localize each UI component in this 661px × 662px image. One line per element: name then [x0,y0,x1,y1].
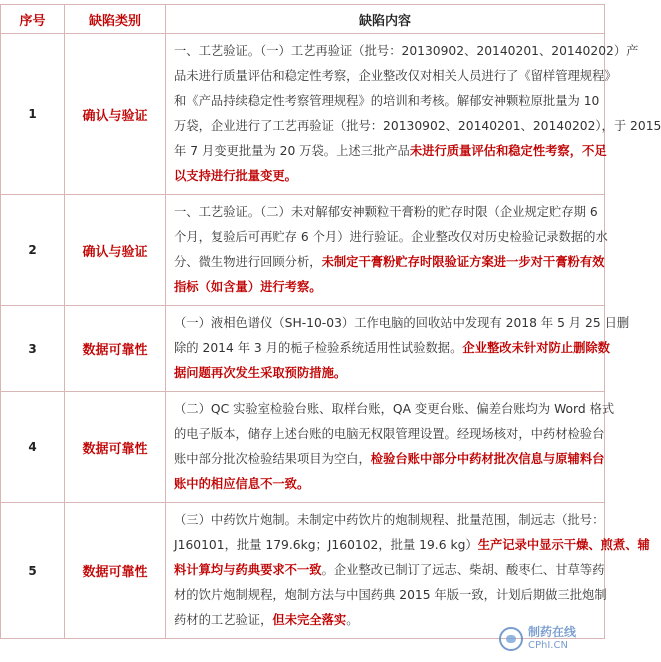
content-line [174,164,604,189]
content-text: 品未进行质量评估和稳定性考察，企业整改仅对相关人员进行了《留样管理规程》 [174,69,617,83]
table-header-row [1,5,605,34]
watermark-site: CPhI.CN [528,640,568,651]
content-line [174,225,608,250]
content-line [174,447,604,472]
content-text: 。企业整改已制订了远志、柴胡、酸枣仁、甘草等药 [321,563,605,577]
content-line [174,533,650,558]
highlighted-text: 检验台账中部分中药材批次信息与原辅料台 [370,452,605,466]
row-num: 1 [1,34,65,195]
content-text: 年 7 月变更批量为 20 万袋。上述三批产品 [174,144,410,158]
content-text: 药材的工艺验证， [174,613,273,627]
content-line [174,200,604,225]
pill-logo-icon [498,626,524,652]
content-line [174,39,639,64]
highlighted-text: 未制定干膏粉贮存时限验证方案进一步对干膏粉有效 [321,255,605,269]
content-line [174,311,630,336]
row-category: 确认与验证 [65,34,166,195]
row-num: 5 [1,503,65,639]
content-text: 。 [346,613,359,627]
content-text: 账中部分批次检验结果项目为空白， [174,452,371,466]
row-category: 数据可靠性 [65,306,166,392]
highlighted-text: 账中的相应信息不一致。 [174,477,310,491]
content-text: 万袋，企业进行了工艺再验证（批号：20130902、20140201、20140202），于 2015 [174,119,661,133]
content-text: 一、工艺验证。（二）未对解郁安神颗粒干膏粉的贮存时限（企业规定贮存期 6 [174,205,598,219]
content-line [174,508,604,533]
content-line [174,336,610,361]
content-line [174,472,604,497]
watermark-name: 制药在线 [528,625,577,639]
highlighted-text: 企业整改未针对防止删除数 [462,341,610,355]
content-line [174,64,617,89]
highlighted-text: 生产记录中显示干燥、煎煮、辅 [477,538,650,552]
content-text: （三）中药饮片炮制。未制定中药饮片的炮制规程、批量范围，制远志（批号： [174,513,605,527]
header-num: 序号 [1,5,65,34]
content-line [174,275,604,300]
highlighted-text: 以支持进行批量变更。 [174,169,297,183]
content-text: 一、工艺验证。（一）工艺再验证（批号：20130902、20140201、20140202）产 [174,44,639,58]
highlighted-text: 但未完全落实 [272,613,347,627]
content-line [174,422,604,447]
table-row [1,34,605,195]
content-text: 分、微生物进行回顾分析， [174,255,322,269]
content-text: 和《产品持续稳定性考察管理规程》的培训和考核。解郁安神颗粒原批量为 10 [174,94,600,108]
header-content: 缺陷内容 [166,5,605,34]
watermark [498,622,598,656]
content-line [174,583,607,608]
content-line [174,361,604,386]
table-row [1,195,605,306]
row-content [166,195,608,306]
content-line [174,89,604,114]
content-text: 个月，复验后可再贮存 6 个月）进行验证。企业整改仅对历史检验记录数据的水 [174,230,608,244]
table-row [1,503,605,639]
row-content [166,503,650,639]
content-line [174,139,607,164]
table-row [1,392,605,503]
content-line [174,250,604,275]
content-line [174,397,615,422]
content-text: 材的饮片炮制规程，炮制方法与中国药典 2015 年版一致，计划后期做三批炮制 [174,588,607,602]
highlighted-text: 据问题再次发生采取预防措施。 [174,366,347,380]
row-num: 2 [1,195,65,306]
row-content [166,306,630,392]
highlighted-text: 未进行质量评估和稳定性考察，不足 [409,144,607,158]
table-row [1,306,605,392]
content-text: （二）QC 实验室检验台账、取样台账，QA 变更台账、偏差台账均为 Word 格式 [174,402,615,416]
content-line [174,558,604,583]
defect-table [0,4,661,639]
row-category: 数据可靠性 [65,392,166,503]
row-content [166,34,661,195]
content-line [174,114,661,139]
highlighted-text: 料计算均与药典要求不一致 [174,563,322,577]
row-num: 4 [1,392,65,503]
highlighted-text: 指标（如含量）进行考察。 [174,280,322,294]
content-text: 的电子版本，储存上述台账的电脑无权限管理设置。经现场核对，中药材检验台 [174,427,605,441]
table-body [1,34,661,639]
row-num: 3 [1,306,65,392]
header-category: 缺陷类别 [65,5,166,34]
content-text: （一）液相色谱仪（SH-10-03）工作电脑的回收站中发现有 2018 年 5 月 25 日删 [174,316,630,330]
row-content [166,392,615,503]
row-category: 确认与验证 [65,195,166,306]
content-text: 除的 2014 年 3 月的栀子检验系统适用性试验数据。 [174,341,463,355]
row-category: 数据可靠性 [65,503,166,639]
content-text: J160101，批量 179.6kg；J160102，批量 19.6 kg） [174,538,478,552]
